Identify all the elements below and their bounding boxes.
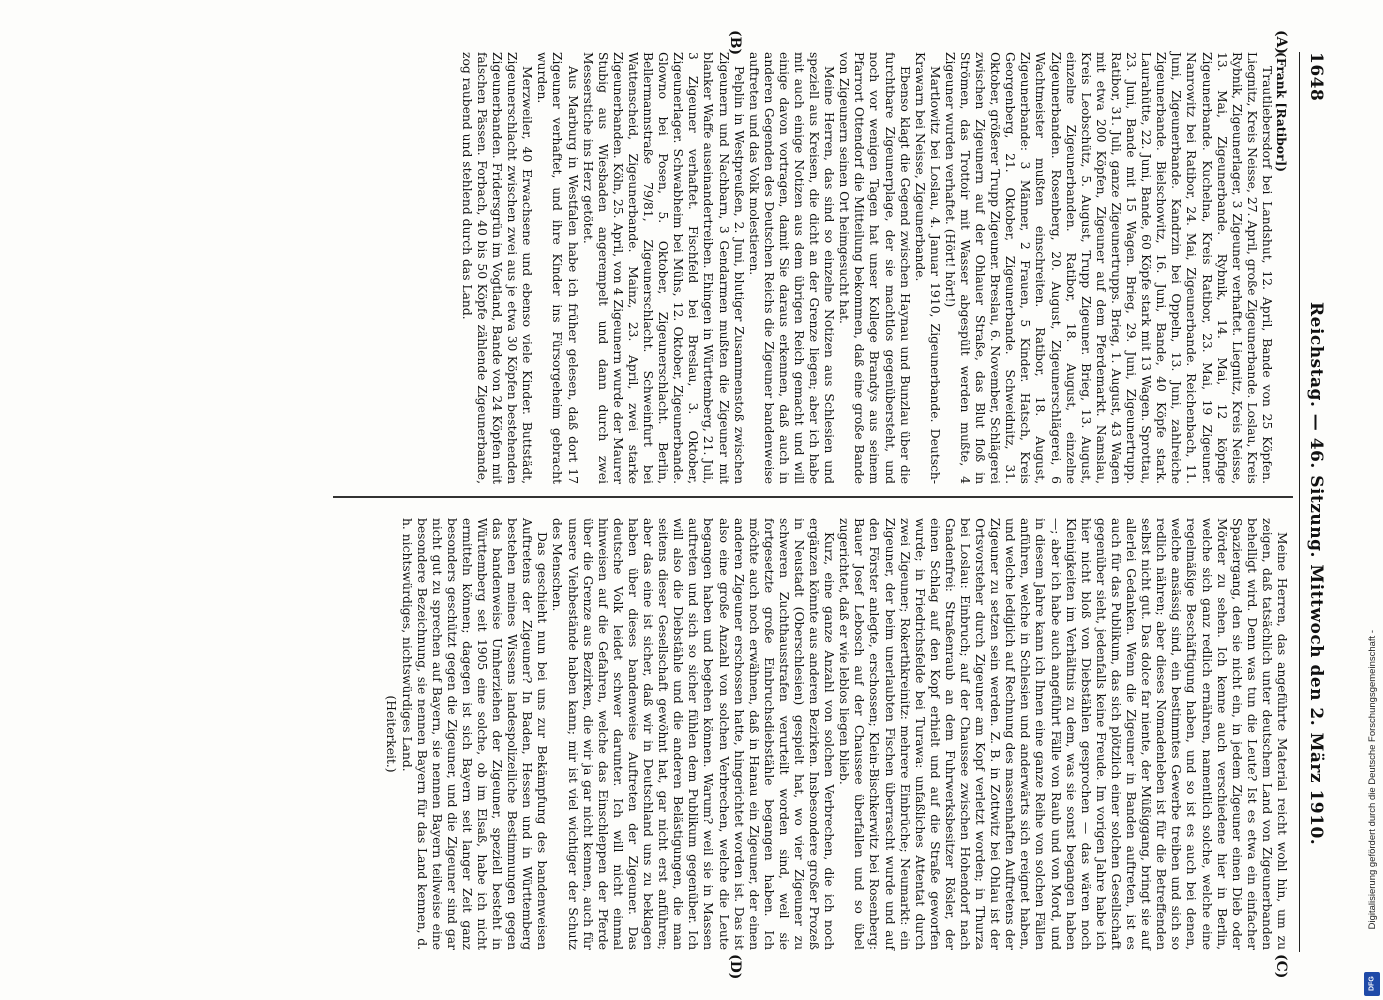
margin-mark-d: (D) <box>727 954 743 980</box>
right-column <box>383 518 1289 950</box>
paragraph: Aus Marburg in Westfalen habe ich früher gelesen, daß dort 17 Zigeuner verhaftet, und ihre Kinder ins Fürsorgeheim gebracht wurden. <box>535 52 580 484</box>
paragraph: Pelplin in Westpreußen, 2. Juni, blutiger Zusammenstoß zwischen Zigeunern und Nachbarn, 3 Gendarmen mußten die Zigeuner mit blanker Waffe auseinandertreiben. Ehingen in Württemberg, 21. Juli, 3 Zigeuner verhaftet. Fischfeld bei Breslau, 3. Oktober, Zigeunerlager. Schwabheim bei Mühs, 12. Oktober, Zigeunerbande. Glowno bei Posen, 5. Oktober, Zigeunerschlacht. Berlin, Bellermannstraße 79/81, Zigeunerschlacht. Schweinfurt bei Wattenscheid, Zigeunerbande. Mainz, 23. April, zwei starke Zigeunerbanden. Köln, 25. April, von 4 Zigeunern wurde der Maurer Stubig aus Wiesbaden angerempelt und dann durch zwei Messerstiche ins Herz getötet. <box>580 52 746 484</box>
paragraph: Ebenso klagt die Gegend zwischen Haynau und Bunzlau über die furchtbare Zigeunerplage, der sie machtlos gegenübersteht, und noch vor wenigen Tagen hat unser Kollege Brandys aus seinem Pfarrort Ottendorf die Mitteilung bekommen, daß eine große Bande von Zigeunern seinen Ort heimgesucht hat. <box>837 52 912 484</box>
digitization-credit-text: Digitalisierung gefördert durch die Deutsche Forschungsgemeinschaft - <box>1366 630 1378 930</box>
paragraph: Meine Herren, das angeführte Material reicht wohl hin, um zu zeigen, daß tatsächlich unter deutschem Land von Zigeunerbanden behelligt wird. Denn was tun die Leute? Ist es etwa ein einfacher Spaziergang, den sie nicht ein, in jedem Zigeuner einen Dieb oder Mörder zu sehen. Ich kenne auch verschiedene hier in Berlin, welche sich ganz redlich ernähren, namentlich solche, welche eine regelmäßige Beschäftigung haben, und so ist es auch bei denen, welche ansässig sind, ein bestimmtes Gewerbe treiben und sich so redlich nähren; aber dieses Nomadenleben ist für die Betreffenden selbst nicht gut. Das dolce far niente, der Müßiggang, bringt sie auf allerlei Gedanken. Wenn die Zigeuner in Banden auftreten, ist es auch für das Publikum, das sich plötzlich einer solchen Gesellschaft gegenüber sieht, jedenfalls keine Freude. Im vorigen Jahre habe ich hier nicht bloß von Diebstählen gesprochen — das wären noch Kleinigkeiten im Verhältnis zu dem, was sie sonst begangen haben —; aber ich habe auch angeführt Fälle von Raub und von Mord, und in diesem Jahre kann ich Ihnen eine ganze Reihe von solchen Fällen anführen, welche in Schlesien und anderwärts sich ereignet haben, und welche lediglich auf Rechnung des massenhaften Auftretens der Zigeuner zu setzen sein werden. Z. B. in Zottwitz bei Ohlau ist der Ortsvorsteher durch Zigeuner am Kopf verletzt worden; in Thurza bei Loslau: Einbruch; auf der Chaussee zwischen Hohendorf nach Gnadenfrei: Straßenraub an dem Fuhrwerksbesitzer Rösler, der einen Schlag auf den Kopf erhielt und auf die Straße geworfen wurde; in Friedrichsfelde bei Turawa: unfaßliches Attentat durch zwei Zigeuner; Rokerthkreinitz: mehrere Einbrüche; Neumarkt: ein Zigeuner, der beim unerlaubten Fischen überrascht wurde und auf den Förster anlegte, erschossen; Klein-Bischkerwitz bei Rosenberg: Bauer Josef Lebosch auf der Chaussee überfallen und so übel zugerichtet, daß er wie leblos liegen blieb. <box>837 518 1289 950</box>
page-header <box>1299 52 1326 952</box>
dfg-logo-icon: DFG <box>1364 972 1380 996</box>
digitization-credit <box>1363 560 1381 1000</box>
paragraph: Meine Herren, das sind so einzelne Notizen aus Schlesien und speziell aus Kreisen, die dicht an der Grenze liegen; aber ich habe mit auch einige Notizen aus dem übrigen Reich gemacht und will einige davon vortragen, damit Sie daraus erkennen, daß auch in anderen Gegenden des Deutschen Reichs die Zigeuner bandenweise auftreten und das Volk molestieren. <box>746 52 837 484</box>
paragraph: Merzweiler, 40 Erwachsene und ebenso viele Kinder. Buttstädt, Zigeunerschlacht zwischen zwei aus je etwa 30 Köpfen bestehenden Zigeunerbanden. Fridersgrün im Vogtland, Bande von 24 Köpfen mit falschen Pässen. Forbach, 40 bis 50 Köpfe zählende Zigeunerbande, zog raubend und stehlend durch das Land. <box>459 52 535 484</box>
speaker-label: (Frank [Ratibor]) <box>1274 52 1289 173</box>
margin-mark-c: (C) <box>1273 954 1289 979</box>
left-column <box>459 52 1289 484</box>
page-title: Reichstag. — 46. Sitzung. Mittwoch den 2. März 1910. <box>1306 302 1326 846</box>
paragraph: Kurz, eine ganze Anzahl von solchen Verbrechen, die ich noch ergänzen könnte aus anderen Bezirken. Insbesondere großer Prozeß in Neustadt (Oberschlesien) gespielt hat, wo vier Zigeuner zu schweren Zuchthausstrafen verurteilt worden sind, weil sie fortgesetzte große Einbruchsdiebstähle begangen haben. Ich möchte auch noch erwähnen, daß in Hanau ein Zigeuner, der einen anderen Zigeuner erschossen hatte, hingerichtet worden ist. Das ist also eine große Anzahl von solchen Verbrechen, welche die Leute begangen haben und begehen können. Warum? weil sie in Massen auftreten und sich so sicher fühlen dem Publikum gegenüber. Ich will also die Diebstähle und die anderen Belästigungen, die man seitens dieser Gesellschaft gewöhnt hat, gar nicht erst anführen; aber das eine ist sicher, daß wir in Deutschland uns zu beklagen haben über dieses bandenweise Auftreten der Zigeuner. Das deutsche Volk leidet schwer darunter. Ich will nicht einmal hinweisen auf die Gefahren, welche das Einschleppen der Pferde über die Grenze aus Bezirken, die wir ja gar nicht kennen, auch für unsere Viehbestände haben kann; mir ist viel wichtiger der Schutz des Menschen. <box>550 518 837 950</box>
paragraph: Trautliebersdorf bei Landshut, 12. April, Bande von 25 Köpfen. Liegnitz, Kreis Neisse, 27. April, große Zigeunerbande. Loslau, Kreis Rybnik, Zigeunerlager, 3 Zigeuner verhaftet. Liegnitz, Kreis Neisse, 13. Mai, Zigeunerbande. Rybnik, 14. Mai, 12 köpfige Zigeunerbande. Kuchelna, Kreis Ratibor, 23. Mai, 19 Zigeuner. Nanrowitz bei Ratibor, 24. Mai, Zigeunerbande. Reichenbach, 11. Juni, Zigeunerbande. Kandrzin bei Oppeln, 13. Juni, zahlreiche Zigeunerbande. Bielschowitz, 16. Juni, Bande, 40 Köpfe stark. Laurahütte, 22. Juni, Bande, 60 Köpfe stark mit 13 Wagen. Sprottau, 23. Juni, Bande mit 15 Wagen. Brieg, 29. Juni, Zigeunertrupp. Ratibor, 31. Juli, ganze Zigeunertrupps. Brieg, 1. August, 43 Wagen mit etwa 200 Köpfen, Zigeuner auf dem Pferdemarkt. Namslau, Kreis Leobschütz, 5. August, Trupp Zigeuner. Brieg, 13. August, einzelne Zigeunerbanden. Ratibor, 18. August, einzelne Zigeunerbanden. Rosenberg, 20. August, Zigeunerschlägerei, 6 Wachtmeister mußten einschreiten. Ratibor, 18. August, Zigeunerbande: 3 Männer, 2 Frauen, 5 Kinder. Hatsch, Kreis Georgenberg, 21. Oktober, Zigeunerbande. Schweidnitz, 31. Oktober, größerer Trupp Zigeuner. Breslau, 6. November, Schlägerei zwischen Zigeunern auf der Ohlauer Straße, das Blut floß in Strömen, das Trottoir mit Wasser abgespült werden mußte, 4 Zigeuner wurden verhaftet. (Hört! hört!) <box>942 52 1274 484</box>
closing-remark: (Heiterkeit.) <box>384 695 399 773</box>
page-number: 1648 <box>1306 52 1326 102</box>
paragraph: Martlowitz bei Loslau, 4. Januar 1910, Zigeunerbande. Deutsch-Krawarn bei Neisse, Zigeunerbande. <box>912 52 942 484</box>
paragraph: Das geschieht nun bei uns zur Bekämpfung des bandenweisen Auftretens der Zigeuner? In Baden, Hessen und in Württemberg bestehen meines Wissens landespolizeiliche Bestimmungen gegen das bandenweise Umherziehen der Zigeuner, speziell besteht in Württemberg seit 1905 eine solche, ob im Elsaß, habe ich nicht ermitteln können; dagegen ist sich Bayern seit langer Zeit ganz besonders geschützt gegen die Zigeuner, und die Zigeuner sind gar nicht gut zu sprechen auf Bayern, sie nennen Bayern teilweise eine besondere Bezeichnung, sie nennen Bayern für das Land kennen, d. h. nichtswürdiges, nichtswürdiges Land. <box>399 518 550 950</box>
column-divider <box>333 496 1293 498</box>
margin-mark-b: (B) <box>727 30 743 56</box>
margin-mark-a: (A) <box>1273 30 1289 55</box>
